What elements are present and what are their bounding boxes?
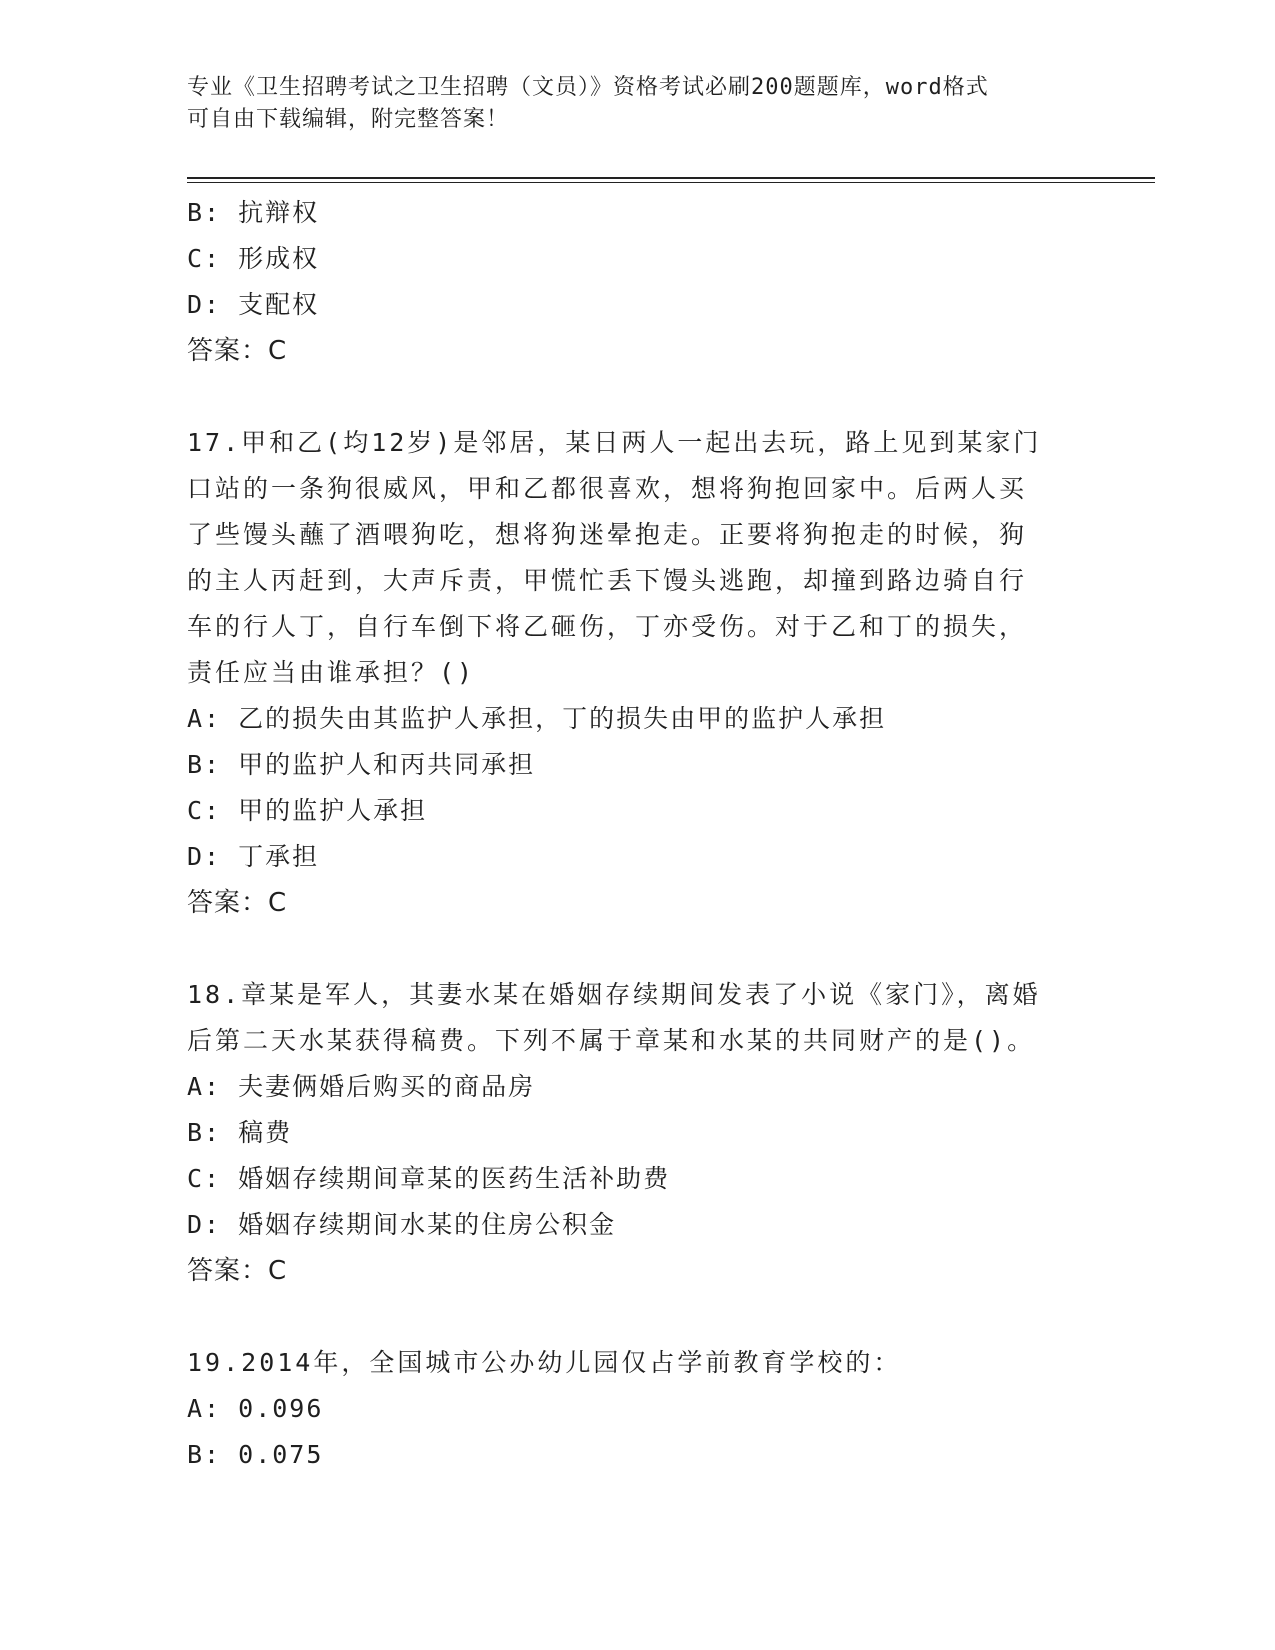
- question-18: [187, 972, 1087, 1294]
- spacer: [187, 374, 1087, 420]
- option-d: D: 支配权: [187, 290, 320, 319]
- option-b: B: 稿费: [187, 1118, 293, 1147]
- spacer: [187, 1294, 1087, 1340]
- option-a: A: 乙的损失由其监护人承担，丁的损失由甲的监护人承担: [187, 704, 887, 733]
- spacer: [187, 926, 1087, 972]
- option-c: C: 婚姻存续期间章某的医药生活补助费: [187, 1164, 671, 1193]
- stem-line: 车的行人丁，自行车倒下将乙砸伤，丁亦受伤。对于乙和丁的损失，: [187, 612, 1028, 641]
- stem-line: 18.章某是军人，其妻水某在婚姻存续期间发表了小说《家门》，离婚: [187, 980, 1041, 1009]
- option-d: D: 婚姻存续期间水某的住房公积金: [187, 1210, 617, 1239]
- header-title-line-1: 专业《卫生招聘考试之卫生招聘（文员）》资格考试必刷200题题库，word格式: [187, 75, 989, 100]
- question-stem: [187, 420, 1087, 696]
- option-d: D: 丁承担: [187, 842, 320, 871]
- option-b: B: 0.075: [187, 1440, 324, 1469]
- question-19: [187, 1340, 1087, 1478]
- stem-line: 后第二天水某获得稿费。下列不属于章某和水某的共同财产的是()。: [187, 1026, 1036, 1055]
- question-stem: [187, 972, 1087, 1064]
- header-title-line-2: 可自由下载编辑，附完整答案！: [187, 107, 510, 132]
- question-stem: [187, 1340, 1087, 1386]
- header-divider: [187, 177, 1155, 183]
- header-divider-thick: [187, 177, 1155, 179]
- stem-line: 了些馒头蘸了酒喂狗吃，想将狗迷晕抱走。正要将狗抱走的时候，狗: [187, 520, 1028, 549]
- stem-line: 19.2014年，全国城市公办幼儿园仅占学前教育学校的：: [187, 1348, 902, 1377]
- question-17: [187, 420, 1087, 926]
- stem-line: 的主人丙赶到，大声斥责，甲慌忙丢下馒头逃跑，却撞到路边骑自行: [187, 566, 1028, 595]
- option-c: C: 甲的监护人承担: [187, 796, 428, 825]
- stem-line: 17.甲和乙(均12岁)是邻居，某日两人一起出去玩，路上见到某家门: [187, 428, 1042, 457]
- option-a: A: 0.096: [187, 1394, 324, 1423]
- option-b: B: 甲的监护人和丙共同承担: [187, 750, 536, 779]
- stem-line: 口站的一条狗很威风，甲和乙都很喜欢，想将狗抱回家中。后两人买: [187, 474, 1028, 503]
- document-header: [187, 72, 1067, 136]
- header-divider-thin: [187, 182, 1155, 183]
- option-a: A: 夫妻俩婚后购买的商品房: [187, 1072, 536, 1101]
- option-b: B: 抗辩权: [187, 198, 320, 227]
- option-c: C: 形成权: [187, 244, 320, 273]
- answer-line: 答案：C: [187, 1256, 288, 1286]
- question-list: [187, 190, 1087, 1478]
- question-16: [187, 190, 1087, 374]
- stem-line: 责任应当由谁承担？(): [187, 658, 476, 687]
- answer-line: 答案：C: [187, 336, 288, 366]
- answer-line: 答案：C: [187, 888, 288, 918]
